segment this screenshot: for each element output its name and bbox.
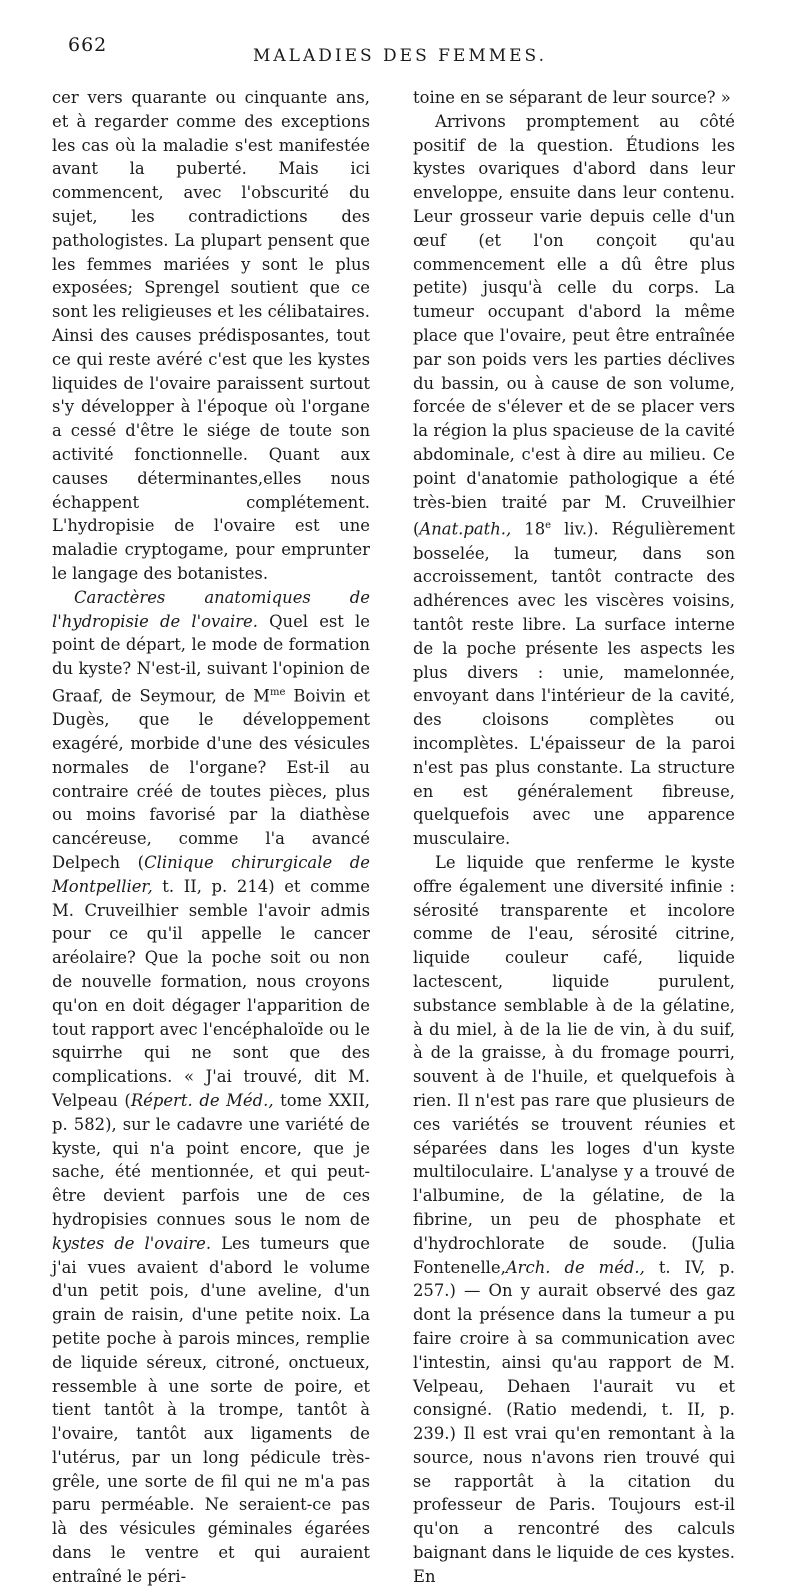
page-number: 662 xyxy=(68,34,108,56)
citation: Anat.path., xyxy=(419,519,512,539)
citation: Clinique chirurgicale de Montpellier, xyxy=(52,852,370,896)
left-paragraph-1: cer vers quarante ou cinquante ans, et à regarder comme des exceptions les cas où la maladie s'est manifestée avant la puberté. Mais ici commencent, avec l'obscurité du sujet, les contradictions des pathologistes. La plupart pensent que les femmes mariées y sont le plus exposées; Sprengel soutient que ce sont les religieuses et les célibataires. Ainsi des causes prédisposantes, tout ce qui reste avéré c'est que les kystes liquides de l'ovaire paraissent surtout s'y développer à l'époque où l'organe a cessé d'être le siége de toute son activité fonctionnelle. Quant aux causes déterminantes,elles nous échappent complétement. L'hydropisie de l'ovaire est une maladie cryptogame, pour emprunter le langage des botanistes. xyxy=(52,88,370,583)
section-heading: Caractères anatomiques de l'hydropisie de l'ovaire. xyxy=(52,587,370,631)
citation: Répert. de Méd., xyxy=(130,1090,274,1110)
citation: Arch. de méd., xyxy=(505,1257,645,1277)
right-paragraph-1: toine en se séparant de leur source? » xyxy=(413,88,731,107)
citation: kystes de l'ovaire. xyxy=(52,1233,212,1253)
right-paragraph-2: Arrivons promptement au côté positif de la question. Étudions les kystes ovariques d'abord dans leur enveloppe, ensuite dans leur contenu. Leur grosseur varie depuis celle d'un œuf (et l'on conçoit qu'au commencement elle a dû être plus petite) jusqu'à celle du corps. La tumeur occupant d'abord la même place que l'ovaire, peut être entraînée par son poids vers les parties déclives du bassin, ou à cause de son volume, forcée de s'élever et de se placer vers la région la plus spacieuse de la cavité abdominale, c'est à dire au milieu. Ce point d'anatomie pathologique a été très-bien traité par M. Cruveilhier (Anat.path., 18e liv.). Régulièrement bosselée, la tumeur, dans son accroissement, tantôt contracte des adhérences avec les viscères voisins, tantôt reste libre. La surface interne de la poche présente les aspects les plus divers : unie, mamelonnée, envoyant dans l'intérieur de la cavité, des cloisons complètes ou incomplètes. L'épaisseur de la paroi n'est pas plus constante. La structure en est généralement fibreuse, quelquefois avec une apparence musculaire. xyxy=(413,111,735,849)
running-title: MALADIES DES FEMMES. xyxy=(252,46,547,66)
right-column xyxy=(413,86,735,1589)
left-paragraph-2: Caractères anatomiques de l'hydropisie de l'ovaire. Quel est le point de départ, le mode de formation du kyste? N'est-il, suivant l'opinion de Graaf, de Seymour, de $M^{me}$ Boivin et Dugès, que le développement exagéré, morbide d'une des vésicules normales de l'organe? Est-il au contraire créé de toutes pièces, plus ou moins favorisé par la diathèse cancéreuse, comme l'a avancé Delpech (Clinique chirurgicale de Montpellier, t. II, p. 214) et comme M. Cruveilhier semble l'avoir admis pour ce qu'il appelle le cancer aréolaire? Que la poche soit ou non de nouvelle formation, nous croyons qu'on en doit dégager l'apparition de tout rapport avec l'encéphaloïde ou le squirrhe qui ne sont que des complications. « J'ai trouvé, dit M. Velpeau (Répert. de Méd., tome XXII, p. 582), sur le cadavre une variété de kyste, qui n'a point encore, que je sache, été mentionnée, et qui peut-être devient parfois une de ces hydropisies connues sous le nom de kystes de l'ovaire. Les tumeurs que j'ai vues avaient d'abord le volume d'un petit pois, d'une aveline, d'un grain de raisin, d'une petite noix. La petite poche à parois minces, remplie de liquide séreux, citroné, onctueux, ressemble à une sorte de poire, et tient tantôt à la trompe, tantôt à l'ovaire, tantôt aux ligaments de l'utérus, par un long pédicule très-grêle, une sorte de fil qui ne m'a pas paru perméable. Ne seraient-ce pas là des vésicules géminales égarées dans le ventre et qui auraient entraîné le péri- xyxy=(52,587,370,1586)
left-column xyxy=(52,86,370,1589)
right-paragraph-3: Le liquide que renferme le kyste offre également une diversité infinie : sérosité transparente et incolore comme de l'eau, sérosité citrine, liquide couleur café, liquide lactescent, liquide purulent, substance semblable à de la gélatine, à du miel, à de la lie de vin, à du suif, à de la graisse, à du fromage pourri, souvent à de l'huile, et quelquefois à rien. Il n'est pas rare que plusieurs de ces variétés se trouvent réunies et séparées dans les loges d'un kyste multiloculaire. L'analyse y a trouvé de l'albumine, de la gélatine, de la fibrine, un peu de phosphate et d'hydrochlorate de soude. (Julia Fontenelle,Arch. de méd., t. IV, p. 257.) — On y aurait observé des gaz dont la présence dans la tumeur a pu faire croire à sa communication avec l'intestin, ainsi qu'au rapport de M. Velpeau, Dehaen l'aurait vu et consigné. (Ratio medendi, t. II, p. 239.) Il est vrai qu'en remontant à la source, nous n'avons rien trouvé qui se rapportât à la citation du professeur de Paris. Toujours est-il qu'on a rencontré des calculs baignant dans le liquide de ces kystes. En xyxy=(413,852,735,1586)
